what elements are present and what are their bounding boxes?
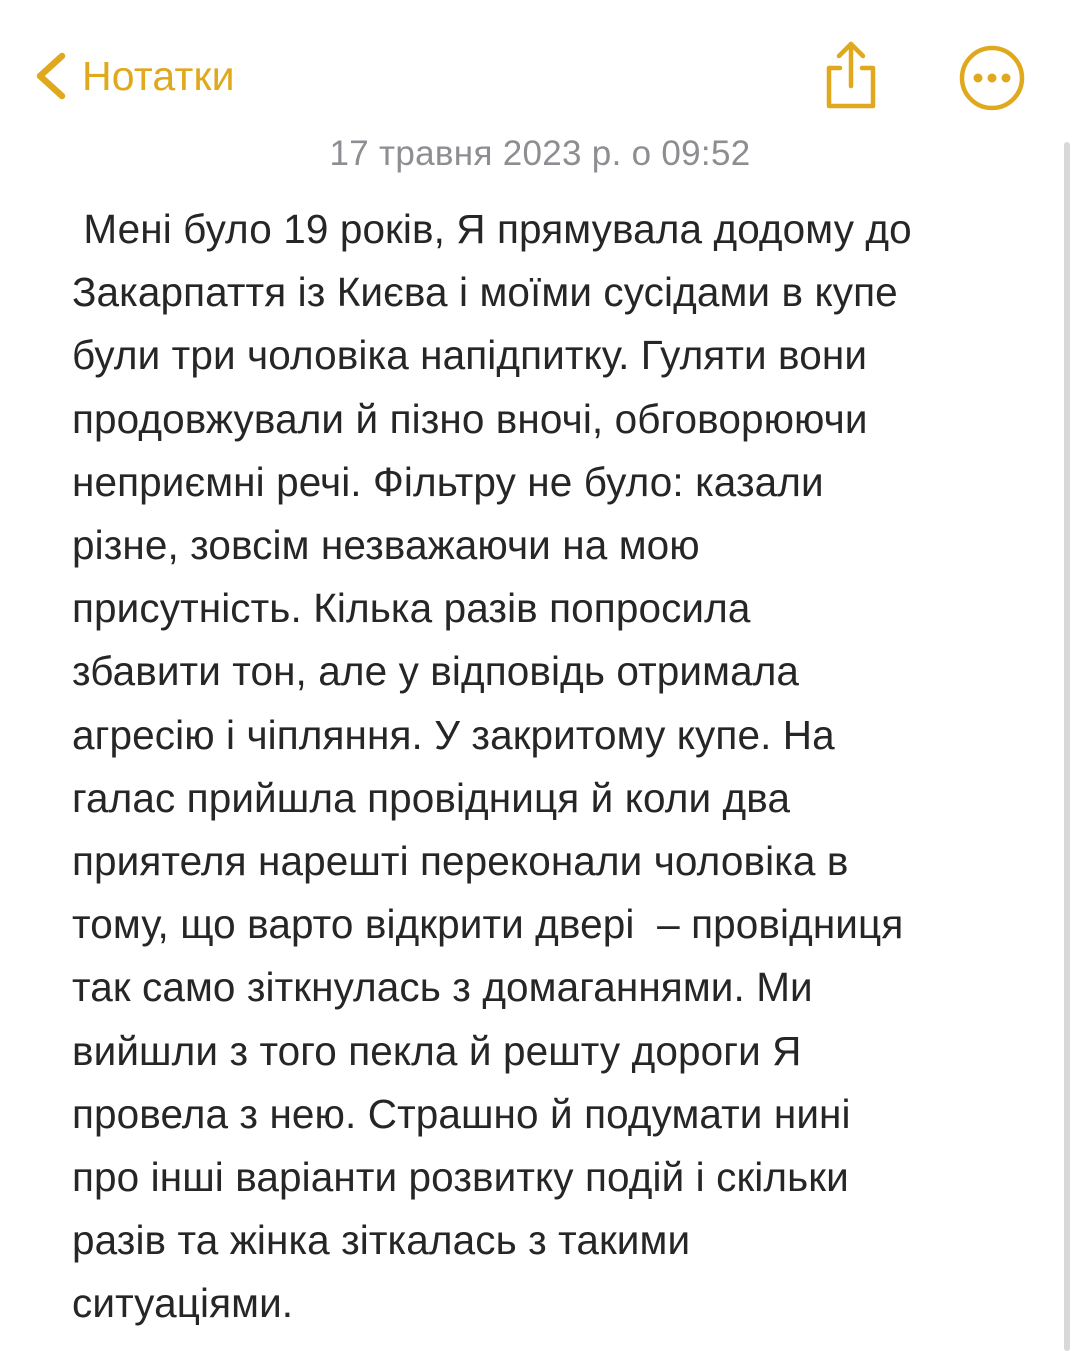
note-line: вийшли з того пекла й решту дороги Я bbox=[72, 1027, 802, 1074]
note-body[interactable] bbox=[72, 198, 1012, 1336]
more-options-button[interactable] bbox=[958, 44, 1026, 112]
back-button[interactable] bbox=[30, 44, 235, 108]
note-line: приятеля нарешті переконали чоловіка в bbox=[72, 838, 849, 885]
note-line: неприємні речі. Фільтру не було: казали bbox=[72, 458, 824, 505]
note-line: присутність. Кілька разів попросила bbox=[72, 585, 751, 632]
note-line: агресію і чіпляння. У закритому купе. На bbox=[72, 711, 835, 758]
back-button-label: Нотатки bbox=[82, 52, 235, 99]
share-button[interactable] bbox=[818, 38, 884, 112]
note-line: про інші варіанти розвитку подій і скільки bbox=[72, 1154, 849, 1201]
share-icon bbox=[818, 99, 884, 116]
note-line: були три чоловіка напідпитку. Гуляти вони bbox=[72, 332, 868, 379]
note-date: 17 травня 2023 р. о 09:52 bbox=[329, 134, 751, 173]
note-line: разів та жінка зіткалась з такими bbox=[72, 1217, 691, 1264]
note-line: збавити тон, але у відповідь отримала bbox=[72, 648, 800, 695]
scroll-indicator[interactable] bbox=[1064, 142, 1070, 1351]
note-line: провела з нею. Страшно й подумати нині bbox=[72, 1090, 851, 1137]
note-line: Закарпаття із Києва і моїми сусідами в купе bbox=[72, 269, 898, 316]
chevron-left-icon bbox=[30, 44, 70, 108]
note-line: Мені було 19 років, Я прямувала додому до bbox=[72, 206, 912, 252]
ellipsis-circle-icon bbox=[958, 99, 1026, 116]
navigation-bar bbox=[0, 0, 1080, 150]
note-line: різне, зовсім незважаючи на мою bbox=[72, 522, 700, 569]
note-line: так само зіткнулась з домаганнями. Ми bbox=[72, 964, 813, 1011]
note-line: ситуаціями. bbox=[72, 1280, 294, 1327]
note-line: продовжували й пізно вночі, обговорюючи bbox=[72, 395, 868, 442]
note-line: галас прийшла провідниця й коли два bbox=[72, 774, 791, 821]
note-line: тому, що варто відкрити двері – провідниця bbox=[72, 901, 904, 948]
